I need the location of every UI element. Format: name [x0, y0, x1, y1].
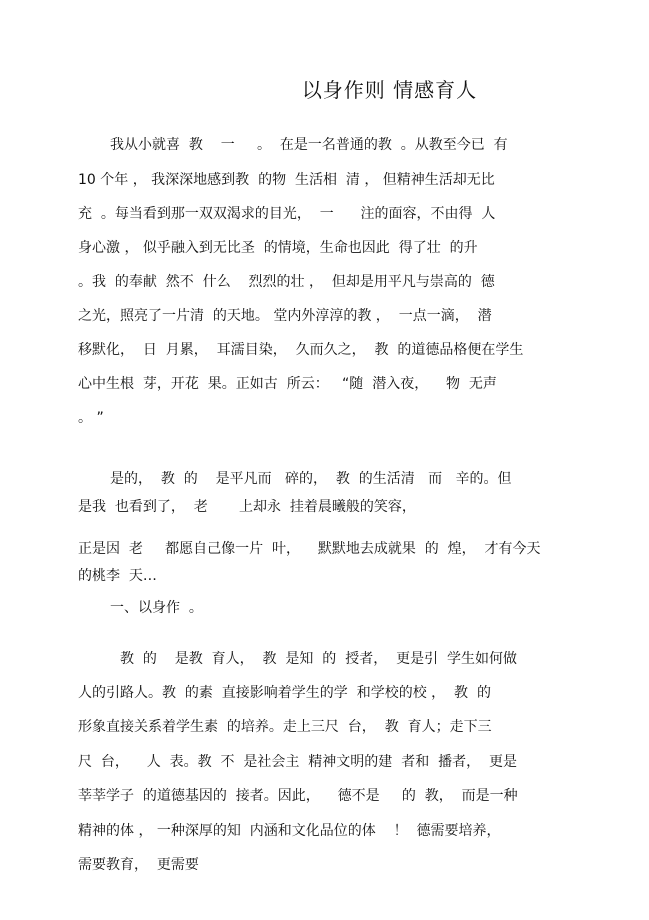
paragraph-line: 精神的体 ， 一种深厚的知 内涵和文化品位的体 ！ 德需要培养， — [78, 823, 501, 839]
paragraph-line: 充 。每当看到那一双双渴求的目光， 一 注的面容，不由得 人 — [78, 206, 496, 222]
paragraph-line: 的桃李 天… — [78, 568, 157, 584]
paragraph-line: 我从小就喜 教 一 。 在是一名普通的教 。从教至今已 有 — [110, 137, 508, 153]
paragraph-line: 心中生根 芽，开花 果。正如古 所云： “随 潜入夜， 物 无声 — [78, 376, 497, 392]
paragraph-line: 是的， 教 的 是平凡而 碎的， 教 的生活清 而 辛的。但 — [110, 471, 512, 487]
paragraph-line: 莘莘学子 的道德基因的 接者。因此， 德不是 的 教， 而是一种 — [78, 788, 518, 804]
paragraph-line: 10 个年 ， 我深深地感到教 的物 生活相 清 ， 但精神生活却无比 — [78, 172, 495, 188]
paragraph-line: 身心激 ， 似乎融入到无比圣 的情境，生命也因此 得了壮 的升 — [78, 240, 478, 256]
document-title: 以身作则 情感育人 — [301, 78, 478, 102]
paragraph-line: 尺 台， 人 表。教 不 是社会主 精神文明的建 者和 播者， 更是 — [78, 754, 518, 770]
paragraph-line: 之光，照亮了一片清 的天地。 堂内外淳淳的教 ， 一点一滴， 潜 — [78, 308, 492, 324]
paragraph-line: 。我 的奉献 然不 什么 烈烈的壮 ， 但却是用平凡与崇高的 德 — [78, 274, 495, 290]
paragraph-line: 。 ” — [78, 410, 104, 426]
section-heading: 一、以身作 。 — [110, 600, 203, 616]
paragraph-line: 形象直接关系着学生素 的培养。走上三尺 台， 教 育人；走下三 — [78, 719, 492, 735]
paragraph-line: 教 的 是教 育人， 教 是知 的 授者， 更是引 学生如何做 — [120, 651, 518, 667]
paragraph-line: 需要教育， 更需要 — [78, 857, 199, 873]
paragraph-line: 正是因 老 都愿自己像一片 叶， 默默地去成就果 的 煌， 才有今天 — [78, 541, 541, 557]
paragraph-line: 人的引路人。教 的素 直接影响着学生的学 和学校的校 ， 教 的 — [78, 685, 491, 701]
paragraph-line: 移默化， 日 月累， 耳濡目染， 久而久之， 教 的道德品格便在学生 — [78, 342, 524, 358]
paragraph-line: 是我 也看到了， 老 上却永 挂着晨曦般的笑容， — [78, 499, 416, 515]
